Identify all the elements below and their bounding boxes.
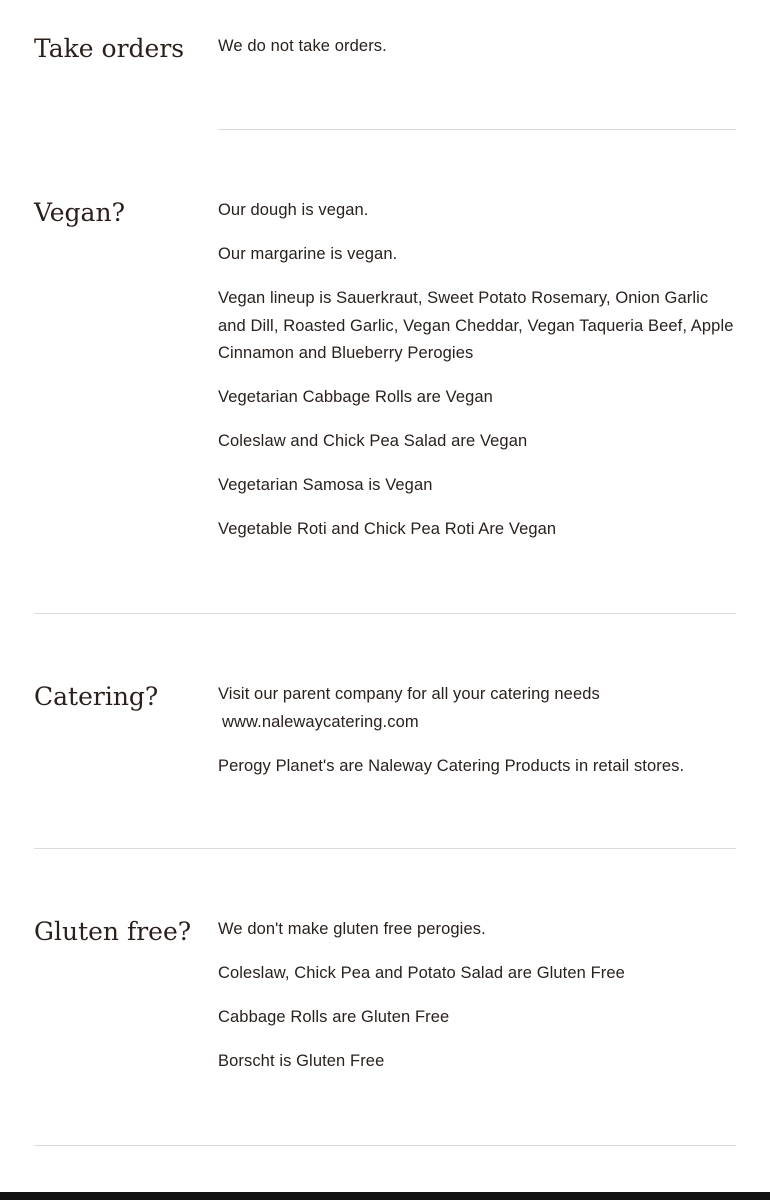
divider	[34, 848, 736, 849]
answer-text: Coleslaw, Chick Pea and Potato Salad are Gluten Free	[218, 964, 625, 982]
faq-answer-vegan	[218, 197, 736, 560]
answer-text: Vegan lineup is Sauerkraut, Sweet Potato Rosemary, Onion Garlic and Dill, Roasted Garlic, Vegan Cheddar, Vegan Taqueria Beef, Apple Cinnamon and Blueberry Perogies	[218, 289, 734, 362]
answer-text: Vegetable Roti and Chick Pea Roti Are Vegan	[218, 520, 557, 538]
faq-answer-take-orders	[218, 33, 736, 77]
answer-text: We don't make gluten free perogies.	[218, 920, 486, 938]
faq-answer-catering	[218, 681, 736, 797]
footer-bar	[0, 1192, 770, 1200]
catering-website-link[interactable]: www.nalewaycatering.com	[222, 712, 419, 731]
divider	[34, 613, 736, 614]
answer-text	[218, 681, 736, 736]
answer-text: Our dough is vegan.	[218, 201, 369, 219]
faq-question-take-orders: Take orders	[34, 34, 185, 63]
answer-text: Perogy Planet's are Naleway Catering Products in retail stores.	[218, 756, 685, 775]
faq-question-gluten-free: Gluten free?	[34, 917, 192, 946]
answer-text: Cabbage Rolls are Gluten Free	[218, 1008, 450, 1026]
catering-intro-text: Visit our parent company for all your catering needs	[218, 685, 600, 703]
answer-text: Vegetarian Cabbage Rolls are Vegan	[218, 388, 493, 406]
answer-text: Coleslaw and Chick Pea Salad are Vegan	[218, 432, 528, 450]
answer-text: We do not take orders.	[218, 37, 387, 55]
answer-text: Vegetarian Samosa is Vegan	[218, 476, 433, 494]
divider	[34, 1145, 736, 1146]
answer-text: Our margarine is vegan.	[218, 245, 398, 263]
divider	[218, 129, 736, 130]
faq-question-catering: Catering?	[34, 682, 159, 711]
faq-answer-gluten-free	[218, 916, 736, 1092]
answer-text: Borscht is Gluten Free	[218, 1052, 385, 1070]
faq-question-vegan: Vegan?	[34, 198, 125, 227]
